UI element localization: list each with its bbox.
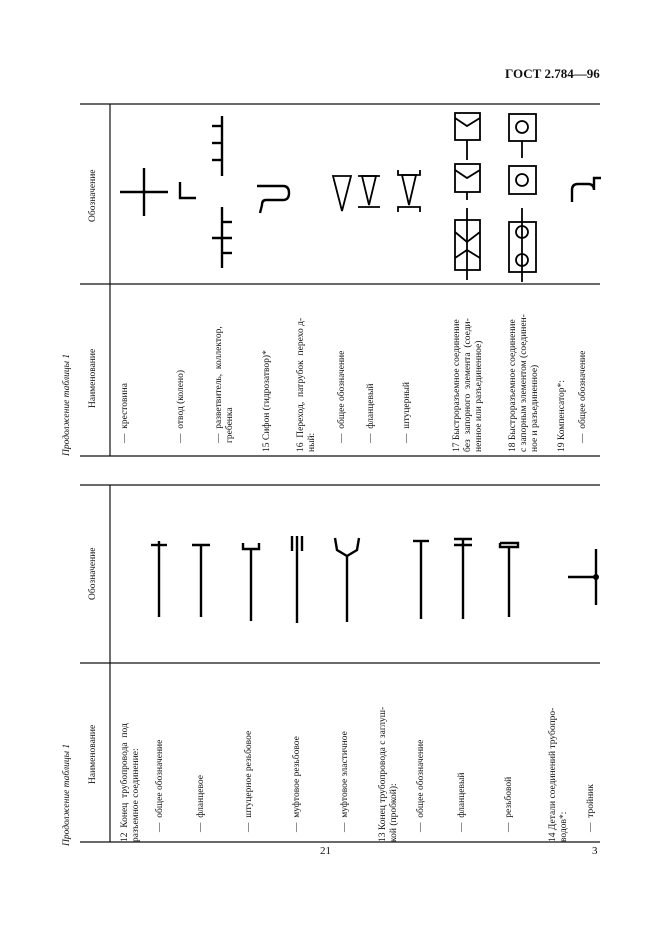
cross-symbol [120, 168, 168, 216]
row-19-label: 19 Компенсатор*: [557, 380, 567, 452]
pipe-end-flange-symbol [192, 545, 210, 617]
row-12-general-label: — общее обозначение [155, 739, 165, 832]
row-13-flange-label: — фланцевый [457, 772, 467, 832]
row-16-label: 16 Переход, патрубок перехо д- ный: [296, 317, 317, 452]
tee-symbol [568, 549, 596, 605]
row-13-threaded-label: — резьбовой [504, 776, 514, 832]
row-14-label: 14 Детали соединений трубопро- водов*: [548, 707, 569, 842]
manifold-symbol-2 [212, 207, 232, 268]
pipe-end-threaded-coupling-symbol [292, 536, 302, 623]
row-17-label: 17 Быстроразъемное соединение без запорного элемента (соеди- ненное или разъединенное) [452, 318, 484, 452]
row-19-general-label: — общее обозначение [578, 350, 588, 443]
pipe-end-general-symbol [151, 541, 167, 617]
row-15-label: 15 Сифон (гидрозатвор)* [262, 350, 272, 452]
row-16-general-label: — общее обозначение [337, 350, 347, 443]
left-col-name-header: Наименование [88, 724, 98, 784]
plug-threaded-symbol [500, 543, 518, 617]
elbow-symbol [180, 182, 196, 198]
quick-coupling-with-shutoff-symbol [509, 114, 536, 282]
left-table-continuation: Продолжение таблицы 1 [62, 743, 72, 846]
elbow-label: — отвод (колено) [176, 369, 186, 443]
manifold-label: — разветвитель, коллектор, гребенка [214, 326, 235, 443]
plug-general-symbol [413, 541, 429, 619]
row-12-label: 12 Конец трубопровода под разъемное соединение: [120, 723, 141, 842]
plug-flange-symbol [454, 539, 472, 619]
page-number-inner: 21 [320, 845, 331, 857]
pipe-end-elastic-coupling-symbol [335, 538, 359, 622]
row-12-threaded-coupling-label: — муфтовое резьбовое [292, 736, 302, 832]
manifold-symbol-1 [212, 116, 222, 176]
quick-coupling-no-shutoff-symbol [455, 113, 480, 280]
right-table-continuation: Продолжение таблицы 1 [62, 353, 72, 456]
right-col-symbol-header: Обозначение [88, 169, 98, 222]
reducer-flange-symbol [358, 176, 380, 207]
compensator-symbol [572, 178, 601, 202]
page-number-outer: 3 [592, 845, 598, 857]
row-18-label: 18 Быстроразъемное соединение с запорным элементом (соединен- ное и разъединенное) [508, 314, 540, 452]
row-14-tee-label: — тройник [586, 784, 596, 832]
row-12-union-label: — штуцерное резьбовое [244, 730, 254, 832]
standard-number: ГОСТ 2.784—96 [505, 66, 600, 81]
siphon-symbol [257, 186, 289, 213]
row-13-label: 13 Конец трубопровода с заглуш- кой (пробкой): [378, 706, 399, 842]
row-16-flange-label: — фланцевый [366, 383, 376, 443]
pipe-end-threaded-union-symbol [243, 543, 259, 621]
row-13-general-label: — общее обозначение [416, 739, 426, 832]
row-16-union-label: — штуцерный [402, 382, 412, 443]
reducer-general-symbol [333, 176, 351, 211]
reducer-union-symbol [398, 170, 420, 212]
left-col-symbol-header: Обозначение [88, 547, 98, 600]
row-12-flange-label: — фланцевое [196, 774, 206, 832]
row-12-elastic-coupling-label: — муфтовое эластичное [340, 731, 350, 832]
right-col-name-header: Наименование [88, 348, 98, 408]
cross-label: — крестовина [120, 383, 130, 443]
